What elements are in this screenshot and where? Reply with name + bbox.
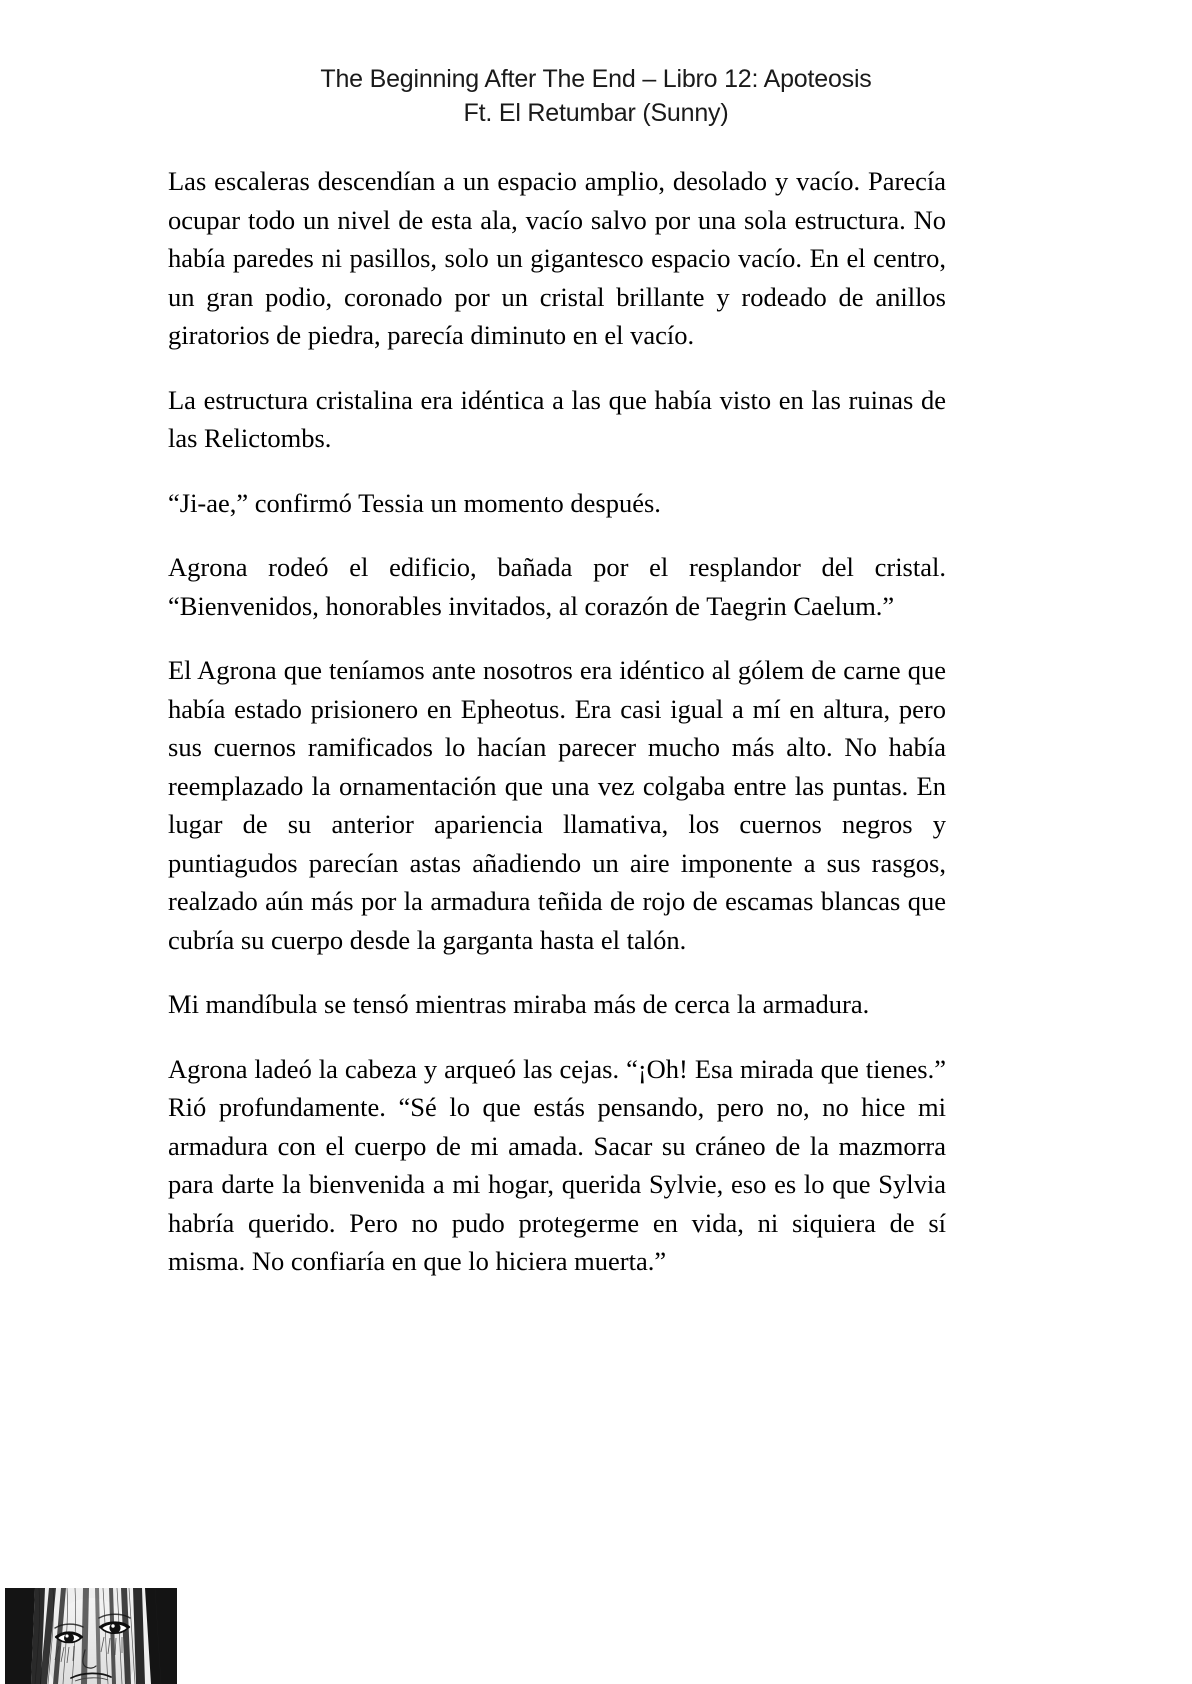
- paragraph: La estructura cristalina era idéntica a las que había visto en las ruinas de las Relictombs.: [168, 384, 946, 453]
- header-title-line: The Beginning After The End – Libro 12: Apoteosis: [320, 65, 872, 93]
- page-header: [0, 62, 1192, 130]
- paragraph: Mi mandíbula se tensó mientras miraba más de cerca la armadura.: [168, 989, 870, 1019]
- paragraph: Las escaleras descendían a un espacio amplio, desolado y vacío. Parecía ocupar todo un nivel de esta ala, vacío salvo por una sola estructura. No había paredes ni pasillos, solo un gigantesco espacio vacío. En el centro, un gran podio, coronado por un cristal brillante y rodeado de anillos giratorios de piedra, parecía diminuto en el vacío.: [168, 166, 946, 350]
- manga-face-illustration: [5, 1588, 177, 1684]
- header-subtitle-line: Ft. El Retumbar (Sunny): [463, 99, 729, 127]
- paragraph: “Ji-ae,” confirmó Tessia un momento después.: [168, 487, 661, 518]
- body-text-column: [168, 162, 946, 1281]
- paragraph: El Agrona que teníamos ante nosotros era idéntico al gólem de carne que había estado prisionero en Epheotus. Era casi igual a mí en altura, pero sus cuernos ramificados lo hacían parecer mucho más alto. No había reemplazado la ornamentación que una vez colgaba entre las puntas. En lugar de su anterior apariencia llamativa, los cuernos negros y puntiagudos parecían astas añadiendo un aire imponente a sus rasgos, realzado aún más por la armadura teñida de rojo de escamas blancas que cubría su cuerpo desde la garganta hasta el talón.: [168, 655, 946, 955]
- paragraph: Agrona ladeó la cabeza y arqueó las cejas. “¡Oh! Esa mirada que tienes.” Rió profundamente. “Sé lo que estás pensando, pero no, no hice mi armadura con el cuerpo de mi amada. Sacar su cráneo de la mazmorra para darte la bienvenida a mi hogar, querida Sylvie, eso es lo que Sylvia habría querido. Pero no pudo protegerme en vida, ni siquiera de sí misma. No confiaría en que lo hiciera muerta.”: [168, 1053, 946, 1276]
- paragraph: Agrona rodeó el edificio, bañada por el resplandor del cristal. “Bienvenidos, honorables invitados, al corazón de Taegrin Caelum.”: [168, 552, 946, 621]
